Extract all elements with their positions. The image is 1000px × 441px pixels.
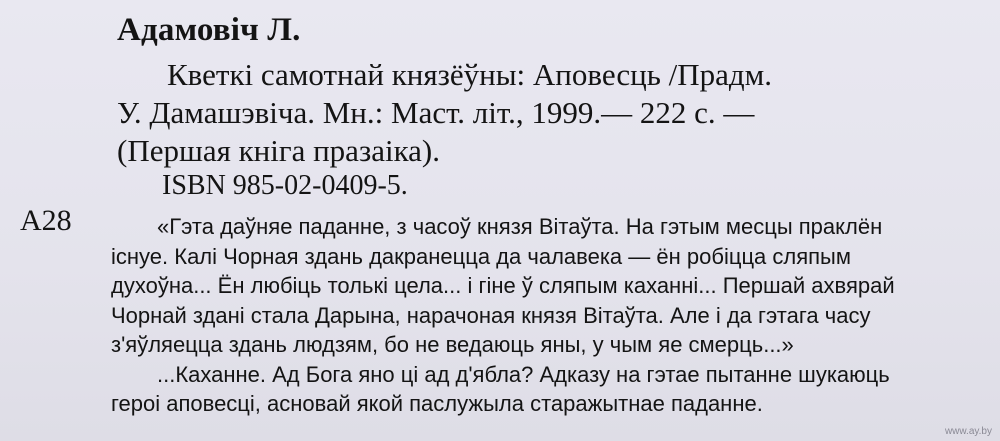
annotation-line: Чорнай здані стала Дарына, нарачоная князя Вітаўта. Але і да гэтага часу [111, 302, 871, 328]
watermark: www.ay.by [944, 426, 992, 437]
annotation-line: з'яўляецца здань людзям, бо не ведаюць яны, у чым яе смерць...» [111, 332, 794, 357]
bibliographic-line: Кветкі самотнай князёўны: Аповесць /Прадм. [167, 57, 772, 92]
annotation-line: ...Каханне. Ад Бога яно ці ад д'ябла? Адказу на гэтае пытанне шукаюць [157, 361, 890, 387]
annotation-line: «Гэта даўняе паданне, з часоў князя Вітаўта. На гэтым месцы праклён [157, 214, 883, 239]
author-name: Адамовіч Л. [117, 12, 301, 48]
bibliographic-line: (Першая кніга празаіка). [117, 133, 440, 168]
isbn-number: ISBN 985-02-0409-5. [162, 170, 408, 201]
annotation-line: героі аповесці, асновай якой паслужыла старажытнае паданне. [111, 391, 763, 416]
classification-code: A28 [20, 204, 72, 237]
bibliographic-line: У. Дамашэвіча. Мн.: Маст. літ., 1999.— 222 с. — [117, 95, 755, 130]
annotation-line: існуе. Калі Чорная здань дакранецца да чалавека — ён робіцца сляпым [111, 243, 851, 269]
annotation-line: духоўна... Ён любіць толькі цела... і гіне ў сляпым каханні... Першай ахвярай [111, 273, 895, 298]
bibliographic-entry [117, 56, 957, 170]
annotation [111, 212, 981, 419]
